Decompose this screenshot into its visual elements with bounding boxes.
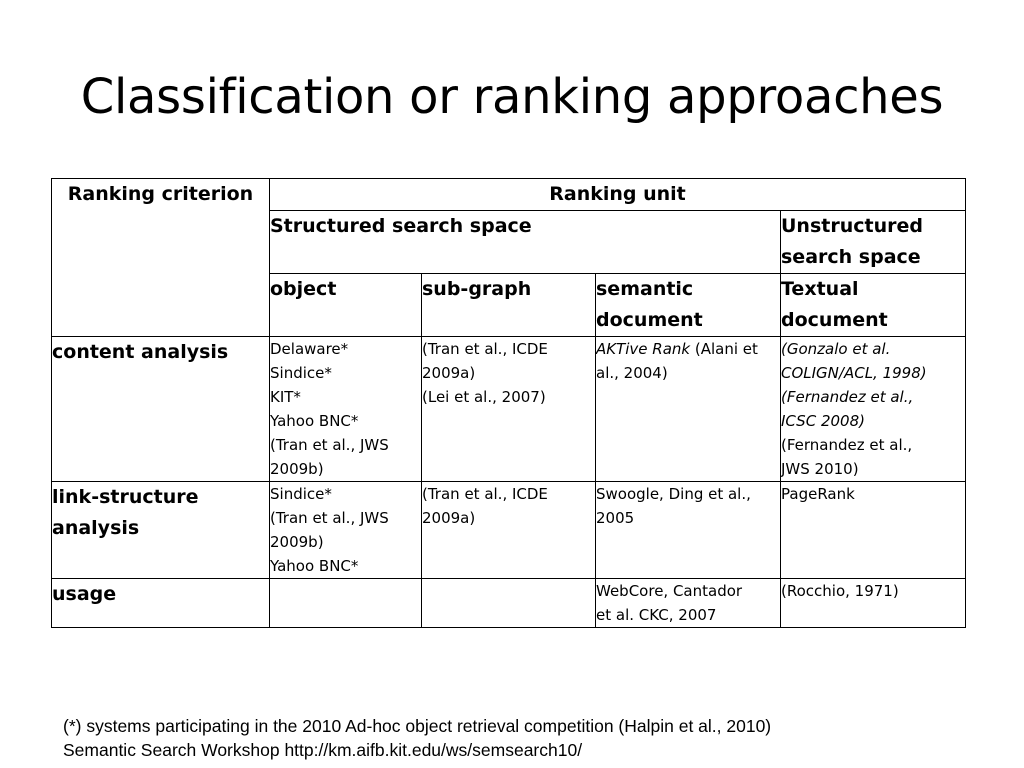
cell-content-object [270,337,422,482]
row-criterion-content-analysis: content analysis [52,337,270,482]
cell-content-semantic-document [596,337,781,482]
cell-line: 2009a) [422,364,476,382]
cell-line: Swoogle, Ding et al., [596,485,751,503]
aktive-rank-label: AKTive Rank [596,340,691,358]
cell-line: (Fernandez et al., [781,388,914,406]
cell-line: Sindice* [270,364,332,382]
cell-line: (Tran et al., JWS [270,509,389,527]
cell-line: (Tran et al., JWS [270,436,389,454]
column-header-sub-graph: sub-graph [422,274,596,337]
cell-line: PageRank [781,485,855,503]
cell-line: Yahoo BNC* [270,412,359,430]
cell-line: JWS 2010) [781,460,859,478]
column-header-semantic-document: semantic document [596,274,781,337]
cell-line: et al. CKC, 2007 [596,606,717,624]
cell-line: Sindice* [270,485,332,503]
cell-line [596,337,780,385]
cell-link-object [270,482,422,579]
cell-link-semantic-document [596,482,781,579]
cell-line: (Fernandez et al., [781,436,913,454]
cell-line: 2009b) [270,460,324,478]
footnote-systems-note: (*) systems participating in the 2010 Ad-hoc object retrieval competition (Halpin et al., 2010) [63,716,772,736]
ranking-approaches-table [51,178,966,628]
table-header-row [52,179,966,211]
cell-link-sub-graph [422,482,596,579]
cell-line: ICSC 2008) [781,412,865,430]
row-criterion-usage: usage [52,579,270,628]
cell-usage-object [270,579,422,628]
cell-line: Yahoo BNC* [270,557,359,575]
cell-line: (Tran et al., ICDE [422,485,548,503]
cell-line: (Gonzalo et al. [781,340,891,358]
cell-line: (Rocchio, 1971) [781,582,899,600]
header-unstructured-search-space: Unstructured search space [781,211,966,274]
cell-link-textual-document [781,482,966,579]
cell-line: 2009b) [270,533,324,551]
cell-line: (Lei et al., 2007) [422,388,546,406]
table-row [52,482,966,579]
cell-line: Delaware* [270,340,349,358]
cell-line: 2005 [596,509,635,527]
column-header-textual-document: Textual document [781,274,966,337]
column-header-object: object [270,274,422,337]
header-structured-search-space: Structured search space [270,211,781,274]
cell-usage-semantic-document [596,579,781,628]
slide-title: Classification or ranking approaches [80,69,944,125]
cell-usage-textual-document [781,579,966,628]
aktive-rank-citation: (Alani et al., 2004) [596,340,758,382]
cell-line: KIT* [270,388,301,406]
footnote [63,714,771,762]
cell-line: WebCore, Cantador [596,582,743,600]
row-criterion-link-structure-analysis: link-structure analysis [52,482,270,579]
table-row [52,337,966,482]
header-ranking-unit: Ranking unit [270,179,966,211]
cell-line: 2009a) [422,509,476,527]
footnote-workshop-link: Semantic Search Workshop http://km.aifb.kit.edu/ws/semsearch10/ [63,740,583,760]
cell-line: (Tran et al., ICDE [422,340,548,358]
cell-line: COLIGN/ACL, 1998) [781,364,927,382]
table-row [52,579,966,628]
header-ranking-criterion: Ranking criterion [52,179,270,337]
cell-content-textual-document [781,337,966,482]
cell-content-sub-graph [422,337,596,482]
cell-usage-sub-graph [422,579,596,628]
